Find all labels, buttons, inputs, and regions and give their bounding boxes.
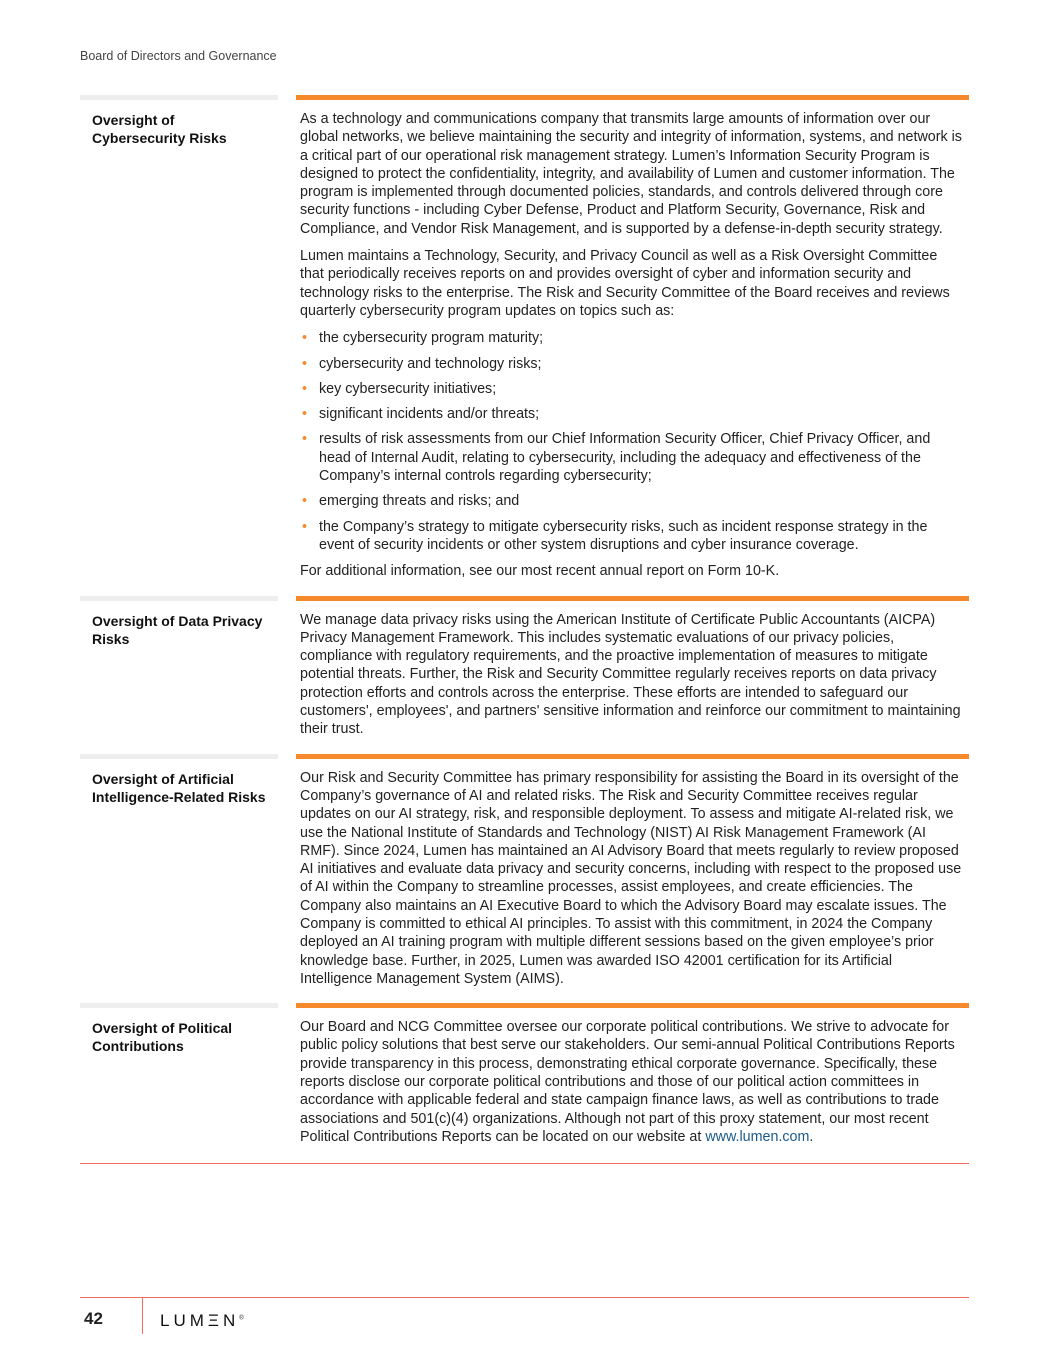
lumen-logo: LUMΞN® xyxy=(160,1311,244,1330)
list-item-text: cybersecurity and technology risks; xyxy=(319,355,542,372)
bullet-list xyxy=(300,329,965,554)
section-label: Oversight of Political Contributions xyxy=(80,1003,278,1161)
list-item xyxy=(300,430,965,485)
bullet-icon: • xyxy=(302,330,308,347)
paragraph: We manage data privacy risks using the American Institute of Certificate Public Accountants (AICPA) Privacy Management Framework. This includes systematic evaluations of our privacy policies, compliance with regulatory requirements, and the proactive implementation of measures to mitigate potential threats. Further, the Risk and Security Committee regularly receives reports on data privacy protection efforts and controls across the enterprise. These efforts are intended to safeguard our customers', employees', and partners' sensitive information and reinforce our commitment to maintaining their trust. xyxy=(300,611,961,738)
list-item-text: key cybersecurity initiatives; xyxy=(319,380,497,397)
paragraph-suffix: . xyxy=(809,1128,814,1145)
section-body xyxy=(296,1003,969,1161)
page-number: 42 xyxy=(84,1309,103,1328)
section-label: Oversight of Artificial Intelligence-Related Risks xyxy=(80,754,278,1004)
list-item-text: significant incidents and/or threats; xyxy=(319,406,540,423)
paragraph xyxy=(300,1018,965,1146)
list-item-text: emerging threats and risks; and xyxy=(319,493,520,510)
bullet-icon: • xyxy=(302,431,308,448)
list-item xyxy=(300,380,965,398)
bullet-icon: • xyxy=(302,355,308,372)
list-item xyxy=(300,492,965,510)
table-bottom-rule xyxy=(80,1163,969,1164)
paragraph: Lumen maintains a Technology, Security, and Privacy Council as well as a Risk Oversight Committee that periodically receives reports on and provides oversight of cyber and information security and technology risks to the enterprise. The Risk and Security Committee of the Board receives and reviews quarterly cybersecurity program updates on topics such as: xyxy=(300,248,950,319)
lumen-website-link[interactable]: www.lumen.com xyxy=(705,1128,810,1145)
section-political-contributions xyxy=(80,1003,969,1161)
section-cybersecurity xyxy=(80,95,969,596)
section-body xyxy=(296,95,969,596)
section-data-privacy xyxy=(80,596,969,754)
list-item xyxy=(300,405,965,423)
footer-rule xyxy=(80,1297,969,1298)
bullet-icon: • xyxy=(302,406,308,423)
section-label: Oversight of Data Privacy Risks xyxy=(80,596,278,754)
paragraph: Our Risk and Security Committee has primary responsibility for assisting the Board in its oversight of the Company’s governance of AI and related risks. The Risk and Security Committee receives regular updates on our AI strategy, risk, and responsible deployment. To assess and mitigate AI-related risk, we use the National Institute of Standards and Technology (NIST) AI Risk Management Framework (AI RMF). Since 2024, Lumen has maintained an AI Advisory Board that meets regularly to review proposed AI initiatives and evaluate data privacy and security concerns, including with respect to the proposed use of AI within the Company to streamline processes, assist employees, and create efficiencies. The Company also maintains an AI Executive Board to which the Advisory Board may escalate issues. The Company is committed to ethical AI principles. To assist with this commitment, in 2024 the Company deployed an AI training program with multiple different sessions based on the given employee’s prior knowledge base. Further, in 2025, Lumen was awarded ISO 42001 certification for its Artificial Intelligence Management System (AIMS). xyxy=(300,769,962,987)
section-label: Oversight of Cybersecurity Risks xyxy=(80,95,278,596)
footer-divider xyxy=(142,1297,143,1334)
governance-table xyxy=(80,95,969,1164)
paragraph-text: Our Board and NCG Committee oversee our corporate political contributions. We strive to advocate for public policy solutions that best serve our stakeholders. Our semi-annual Political Contributions Reports provide transparency in this process, demonstrating ethical corporate governance. Specifically, these reports disclose our corporate political contributions and those of our political action committees in accordance with applicable federal and state campaign finance laws, as well as contributions to trade associations and 501(c)(4) organizations. Although not part of this proxy statement, our most recent Political Contributions Reports can be located on our website at xyxy=(300,1019,955,1145)
list-item xyxy=(300,518,965,555)
list-item xyxy=(300,329,965,347)
bullet-icon: • xyxy=(302,518,308,535)
bullet-icon: • xyxy=(302,380,308,397)
section-body xyxy=(296,754,969,1004)
section-ai-risks xyxy=(80,754,969,1004)
list-item-text: results of risk assessments from our Chief Information Security Officer, Chief Privacy Officer, and head of Internal Audit, relating to cybersecurity, including the adequacy and effectiveness of the Company’s internal controls regarding cybersecurity; xyxy=(319,431,931,485)
paragraph: For additional information, see our most recent annual report on Form 10-K. xyxy=(300,563,780,580)
running-header: Board of Directors and Governance xyxy=(80,49,277,63)
list-item-text: the Company’s strategy to mitigate cybersecurity risks, such as incident response strategy in the event of security incidents or other system disruptions and cyber insurance coverage. xyxy=(319,518,928,553)
list-item-text: the cybersecurity program maturity; xyxy=(319,330,544,347)
list-item xyxy=(300,355,965,373)
bullet-icon: • xyxy=(302,493,308,510)
paragraph: As a technology and communications company that transmits large amounts of information over our global networks, we believe maintaining the security and integrity of information, systems, and network is a critical part of our operational risk management strategy. Lumen’s Information Security Program is designed to protect the confidentiality, integrity, and availability of Lumen and customer information. The program is implemented through documented policies, standards, and controls delivered through core security functions - including Cyber Defense, Product and Platform Security, Governance, Risk and Compliance, and Vendor Risk Management, and is supported by a defense-in-depth security strategy. xyxy=(300,111,962,237)
section-body xyxy=(296,596,969,754)
